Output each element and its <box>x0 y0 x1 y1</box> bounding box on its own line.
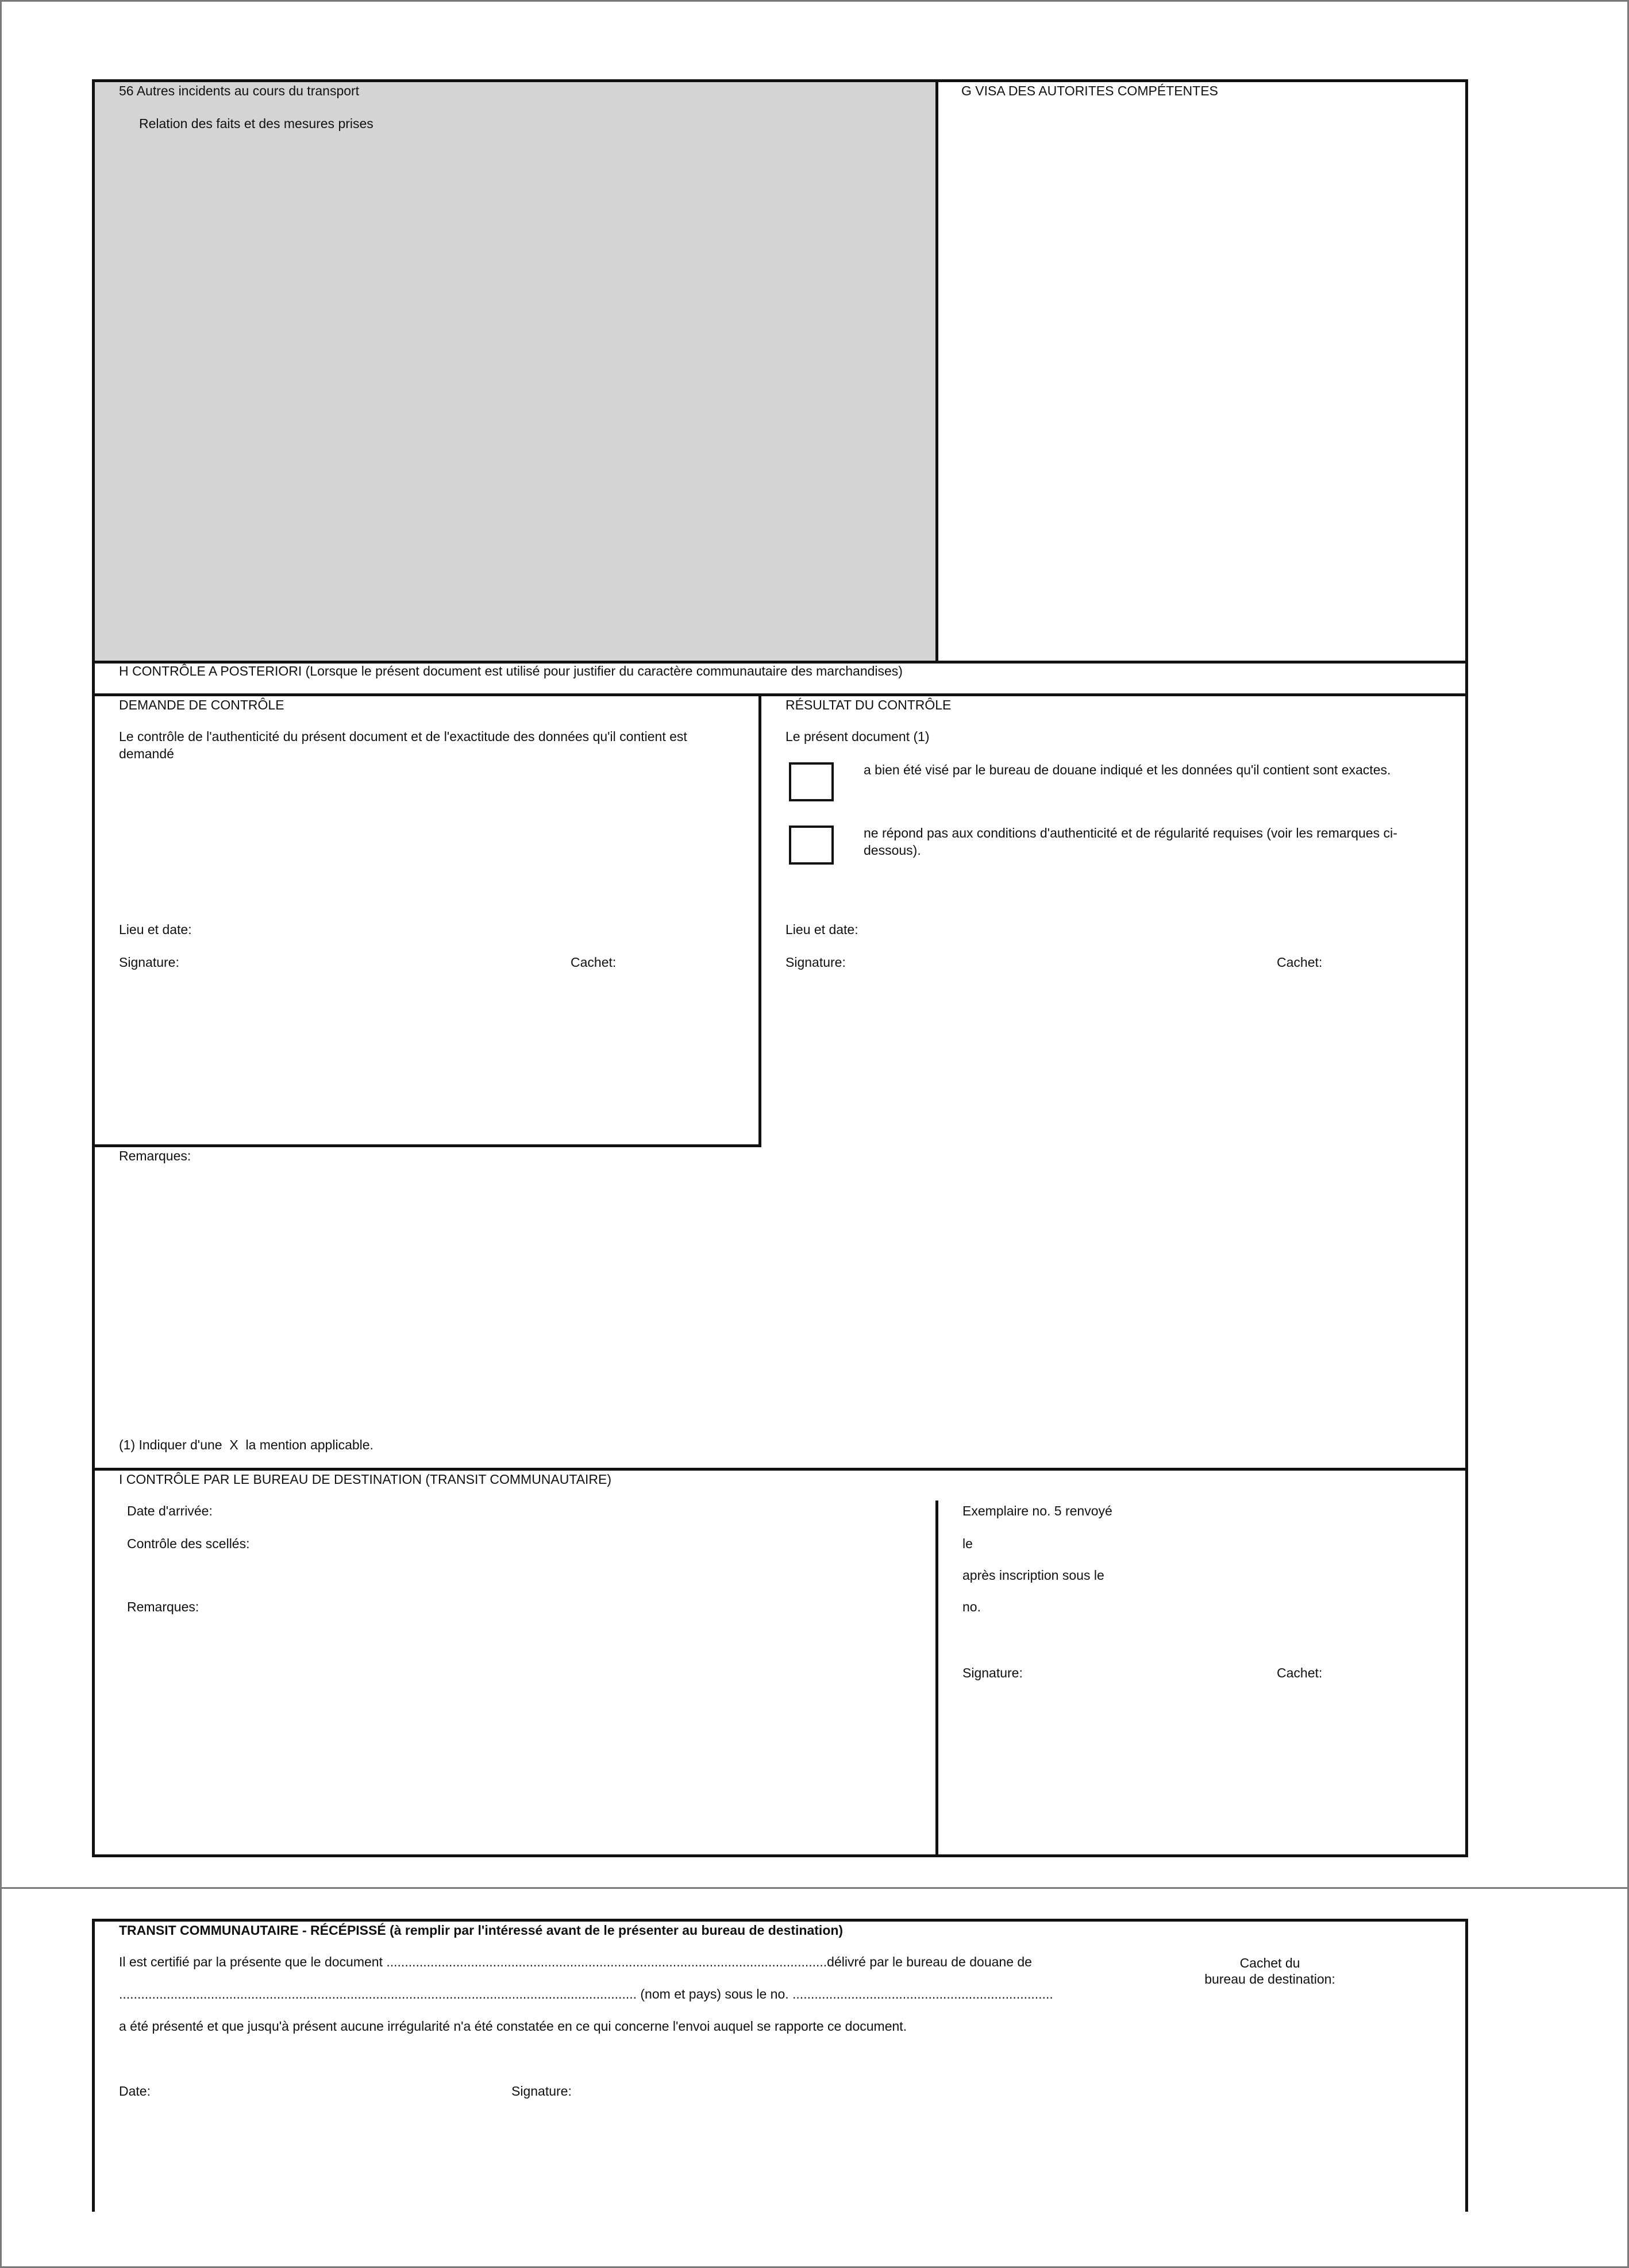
form-border-left <box>92 79 95 1857</box>
recepisse-cachet-line2: bureau de destination: <box>1204 1972 1335 1987</box>
resultat-option2-text: ne répond pas aux conditions d'authenticité et de régularité requises (voir les remarques ci-dessous). <box>864 826 1397 858</box>
remarques-footnote: (1) Indiquer d'une X la mention applicable. <box>119 1437 373 1452</box>
i-controle-scelles: Contrôle des scellés: <box>127 1536 250 1551</box>
recepisse-title: TRANSIT COMMUNAUTAIRE - RÉCÉPISSÉ (à remplir par l'intéressé avant de le présenter au bureau de destination) <box>119 1923 844 1938</box>
demande-signature: Signature: <box>119 955 179 970</box>
i-no: no. <box>962 1599 981 1614</box>
perforation-divider <box>0 1887 1629 1889</box>
i-apres-inscription: après inscription sous le <box>962 1568 1104 1583</box>
resultat-cachet: Cachet: <box>1277 955 1323 970</box>
i-le: le <box>962 1536 973 1551</box>
i-date-arrivee: Date d'arrivée: <box>127 1503 213 1518</box>
recepisse-border-left <box>92 1919 95 2212</box>
recepisse-line1: Il est certifié par la présente que le document ........................................................................................................................délivré par le bureau de douane de <box>119 1954 1032 1969</box>
i-signature: Signature: <box>962 1665 1023 1680</box>
demande-lieu-date: Lieu et date: <box>119 922 192 937</box>
resultat-option1-text: a bien été visé par le bureau de douane indiqué et les données qu'il contient sont exactes. <box>864 762 1391 777</box>
section-h-title: H CONTRÔLE A POSTERIORI (Lorsque le présent document est utilisé pour justifier du caractère communautaire des marchandises) <box>119 664 903 678</box>
remarques-label: Remarques: <box>119 1148 191 1163</box>
i-cachet: Cachet: <box>1277 1665 1323 1680</box>
box-56-title: 56 Autres incidents au cours du transport <box>119 83 360 98</box>
recepisse-line2: ............................................................................................................................................. (nom et pays) sous le no. ....................................................................... <box>119 1987 1053 2001</box>
resultat-option1-checkbox[interactable] <box>789 762 834 801</box>
divider-56-g <box>935 79 938 662</box>
recepisse-cachet-line1: Cachet du <box>1239 1955 1300 1970</box>
divider-i-columns <box>935 1501 938 1857</box>
divider-h-bottom <box>92 693 1468 696</box>
section-i-title: I CONTRÔLE PAR LE BUREAU DE DESTINATION (TRANSIT COMMUNAUTAIRE) <box>119 1472 612 1487</box>
demande-cachet: Cachet: <box>571 955 617 970</box>
box-56-shaded-area <box>94 80 937 662</box>
recepisse-date: Date: <box>119 2084 151 2099</box>
divider-demande-resultat <box>758 693 761 1147</box>
page-frame-top <box>0 0 1629 2</box>
box-56-subtitle: Relation des faits et des mesures prises <box>139 116 373 131</box>
i-exemplaire: Exemplaire no. 5 renvoyé <box>962 1503 1112 1518</box>
resultat-option2-checkbox[interactable] <box>789 826 834 865</box>
resultat-signature: Signature: <box>785 955 846 970</box>
form-border-right <box>1465 79 1468 1857</box>
demande-title: DEMANDE DE CONTRÔLE <box>119 697 284 712</box>
recepisse-line3: a été présenté et que jusqu'à présent aucune irrégularité n'a été constatée en ce qui concerne l'envoi auquel se rapporte ce document. <box>119 2019 907 2034</box>
i-remarques: Remarques: <box>127 1599 199 1614</box>
resultat-lieu-date: Lieu et date: <box>785 922 858 937</box>
resultat-title: RÉSULTAT DU CONTRÔLE <box>785 697 952 712</box>
resultat-intro: Le présent document (1) <box>785 729 930 744</box>
recepisse-border-right <box>1465 1919 1468 2212</box>
recepisse-signature: Signature: <box>511 2084 572 2099</box>
page-frame-left <box>0 0 2 2268</box>
demande-text: Le contrôle de l'authenticité du présent document et de l'exactitude des données qu'il contient est demandé <box>119 729 687 761</box>
form-border-bottom <box>92 1854 1468 1857</box>
section-g-title: G VISA DES AUTORITES COMPÉTENTES <box>961 83 1218 98</box>
divider-demande-bottom <box>92 1144 761 1147</box>
